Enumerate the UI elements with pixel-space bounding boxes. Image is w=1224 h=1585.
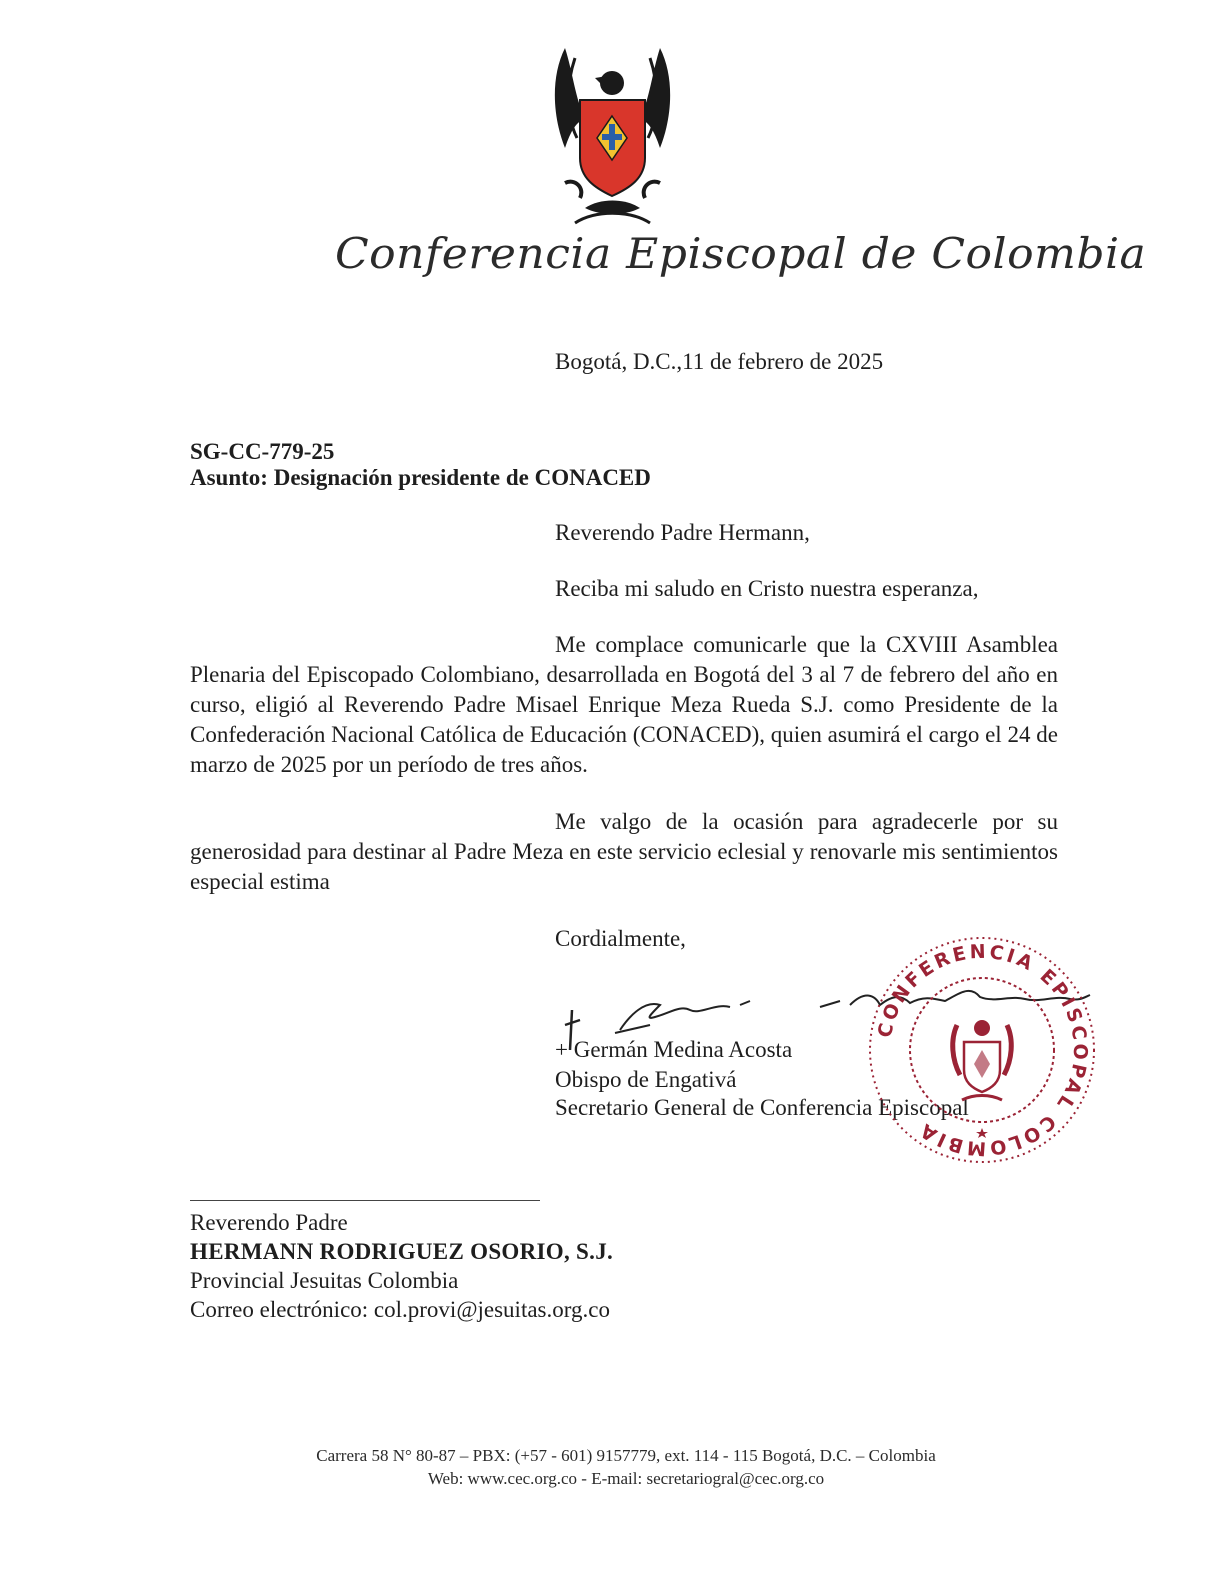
body-paragraph-2: Me valgo de la ocasión para agradecerle por su generosidad para destinar al Padre Meza en este servicio eclesial y renovarle mis sentimientos especial estima (190, 809, 1058, 894)
recipient-title: Reverendo Padre (190, 1210, 348, 1235)
organization-name: Conferencia Episcopal de Colombia (335, 229, 1147, 279)
episcopal-seal-stamp (862, 930, 1102, 1170)
svg-text:CONFERENCIA EPISCOPAL COLOMBIA: CONFERENCIA EPISCOPAL COLOMBIA (873, 940, 1092, 1160)
salutation: Reverendo Padre Hermann, (555, 520, 810, 545)
letter-date: Bogotá, D.C.,11 de febrero de 2025 (555, 349, 884, 374)
recipient-email: Correo electrónico: col.provi@jesuitas.org.co (190, 1297, 610, 1322)
reference-number: SG-CC-779-25 (190, 439, 335, 464)
eagle-coat-of-arms-icon (545, 38, 680, 228)
recipient-name: HERMANN RODRIGUEZ OSORIO, S.J. (190, 1239, 614, 1264)
body-paragraph-1: Me complace comunicarle que la CXVIII Asamblea Plenaria del Episcopado Colombiano, desarrollada en Bogotá del 3 al 7 de febrero del año en curso, eligió al Reverendo Padre Misael Enrique Meza Rueda S.J. como Presidente de la Confederación Nacional Católica de Educación (CONACED), quien asumirá el cargo el 24 de marzo de 2025 por un período de tres años. (190, 632, 1058, 777)
subject-line: Asunto: Designación presidente de CONACED (190, 465, 651, 490)
signer-title: Secretario General de Conferencia Episcopal (555, 1095, 969, 1120)
recipient-position: Provincial Jesuitas Colombia (190, 1268, 459, 1293)
divider-line (190, 1200, 540, 1201)
closing: Cordialmente, (555, 926, 686, 951)
signer-role: Obispo de Engativá (555, 1067, 737, 1092)
greeting: Reciba mi saludo en Cristo nuestra esperanza, (555, 576, 979, 601)
footer-address: Carrera 58 N° 80-87 – PBX: (+57 - 601) 9157779, ext. 114 - 115 Bogotá, D.C. – Colombia (316, 1446, 936, 1465)
signer-name: + Germán Medina Acosta (555, 1037, 793, 1062)
footer (200, 1444, 1052, 1490)
footer-contact: Web: www.cec.org.co - E-mail: secretariogral@cec.org.co (427, 1469, 825, 1488)
